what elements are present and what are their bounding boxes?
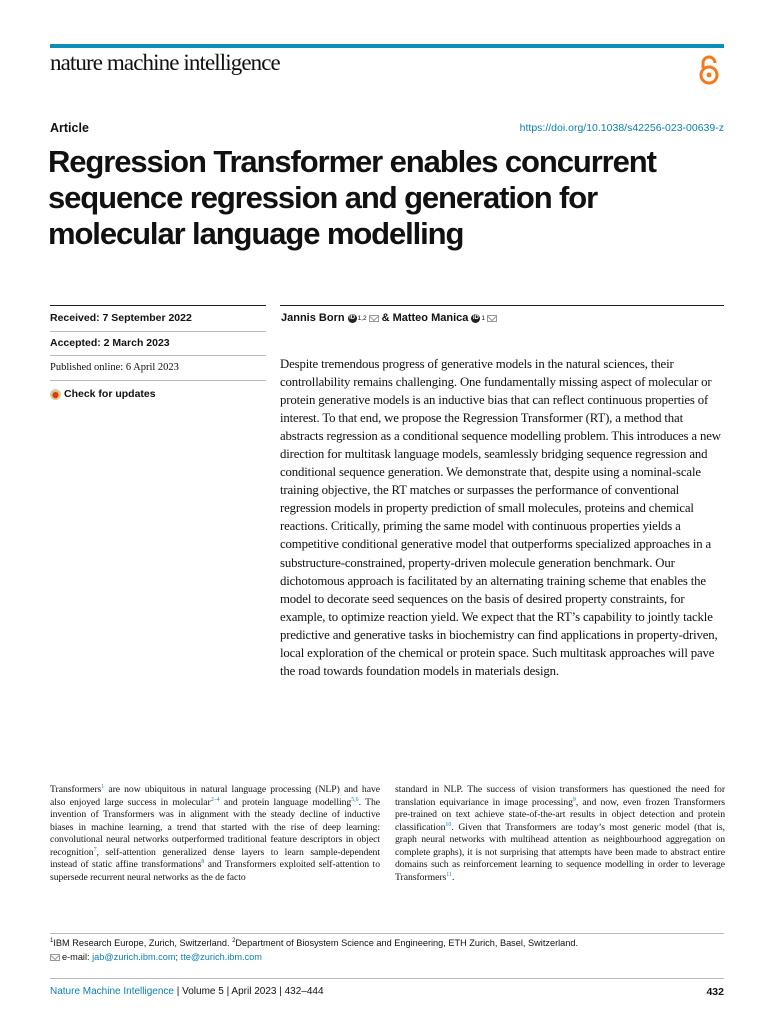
divider-meta-1 (50, 331, 266, 332)
email-footnote: e-mail: jab@zurich.ibm.com ; tte@zurich.ibm.com (50, 952, 262, 962)
divider-meta-2 (50, 355, 266, 356)
email-link[interactable]: jab@zurich.ibm.com (92, 952, 176, 962)
check-for-updates-button[interactable] (50, 388, 156, 400)
doi-link[interactable]: https://doi.org/10.1038/s42256-023-00639-z (519, 122, 724, 134)
accepted-date: Accepted: 2 March 2023 (50, 337, 170, 349)
email-icon[interactable] (487, 315, 497, 322)
author-separator: & (381, 312, 390, 324)
author-list (281, 312, 497, 324)
body-text: are now ubiquitous in natural language processing (NLP) and have also enjoyed large success in molecular (50, 784, 380, 808)
divider-meta-3 (50, 380, 266, 381)
author-name[interactable]: Jannis Born (281, 312, 345, 324)
body-text: . (451, 871, 455, 883)
divider-right (280, 305, 724, 306)
email-icon (50, 954, 60, 961)
body-column-left (50, 784, 380, 884)
author-name[interactable]: Matteo Manica (392, 312, 469, 324)
page-number: 432 (706, 986, 724, 998)
article-type-label: Article (50, 121, 89, 135)
footnote-divider (50, 933, 724, 934)
email-link[interactable]: tte@zurich.ibm.com (180, 952, 262, 962)
check-updates-label: Check for updates (64, 388, 156, 400)
journal-name: nature machine intelligence (50, 50, 280, 75)
header-accent-bar (50, 44, 724, 48)
body-text: , self-attention generalized dense layers to learn sample-dependent instead of static affine transformations (50, 846, 380, 871)
email-icon[interactable] (369, 315, 379, 322)
body-text: . The invention of Transformers was in alignment with the steady decline of inductive biases in machine learning, a trend that started with the rise of deep learning: convolutional neural networks outperformed traditional feature descriptors in object recognition (50, 796, 380, 858)
received-date: Received: 7 September 2022 (50, 312, 192, 324)
article-title: Regression Transformer enables concurrent sequence regression and generation for molecular language modelling (48, 144, 656, 251)
citation-ref[interactable]: 7 (93, 846, 97, 853)
affiliation-ref: 1 (481, 314, 485, 322)
divider-left (50, 305, 266, 306)
citation-ref[interactable]: 1 (101, 783, 105, 790)
affiliations: $^1$IBM Research Europe, Zurich, Switzerland. $^2$Department of Biosystem Science and Engineering, ETH Zurich, Basel, Switzerland. (50, 937, 579, 948)
footer-journal-link[interactable]: Nature Machine Intelligence (50, 986, 174, 997)
citation-ref[interactable]: 8 (201, 859, 205, 866)
body-text: standard in NLP. The success of vision transformers has questioned the need for translation equivariance in image processing (395, 784, 725, 808)
body-text: Transformers (50, 784, 102, 795)
open-access-icon (696, 54, 722, 86)
citation-ref[interactable]: 2–4 (210, 796, 220, 803)
body-text: , and now, even frozen Transformers pre-trained on text achieve state-of-the-art results in object detection and protein classification (395, 796, 725, 833)
body-text: . Given that Transformers are today’s most generic model (that is, graph neural networks with multihead attention as neighbourhood aggregation on complete graphs), it is not surprising that attempts have been made to abstract entire domains such as reinforcement learning to sequence modelling in order to leverage Transformers (395, 821, 725, 883)
citation-ref[interactable]: 11 (446, 871, 452, 878)
abstract: Despite tremendous progress of generative models in the natural sciences, their controllability remains challenging. One fundamentally missing aspect of molecular or protein generative models is an inductive bias that can reflect continuous properties of interest. To that end, we propose the Regression Transformer (RT), a method that abstracts regression as a conditional sequence modelling problem. This introduces a new direction for multitask language models, seamlessly bridging sequence regression and conditional sequence generation. We demonstrate that, despite using a nominal-scale training objective, the RT matches or surpasses the performance of conventional regression models in property prediction of small molecules, proteins and chemical reactions. Critically, priming the same model with continuous properties yields a competitive conditional generative model that outperforms specialized approaches in a substructure-constrained, property-driven molecule generation benchmark. Our dichotomous approach is facilitated by an alternating training scheme that enables the model to decorate seed sequences on the basis of desired property constraints, for example, to optimize reaction yield. We expect that the RT’s capability to jointly tackle predictive and generative tasks in biochemistry can find applications in property-driven, local exploration of the chemical or protein space. Such multitask approaches will pave the road towards foundation models in materials design. (280, 357, 721, 678)
body-text: and Transformers exploited self-attention to supersede recurrent neural networks as the de facto (50, 859, 380, 883)
check-updates-icon (50, 389, 61, 400)
body-text: and protein language modelling (219, 796, 352, 808)
citation-ref[interactable]: 9 (572, 796, 576, 803)
body-column-right (395, 784, 725, 884)
page-footer: Nature Machine Intelligence | Volume 5 | April 2023 | 432–444 (50, 986, 324, 997)
footer-divider (50, 978, 724, 979)
orcid-icon[interactable]: iD (472, 314, 479, 321)
citation-ref[interactable]: 10 (445, 821, 452, 828)
published-date: Published online: 6 April 2023 (50, 362, 179, 373)
affiliation-ref: 1,2 (357, 314, 367, 322)
citation-ref[interactable]: 5,6 (351, 796, 359, 803)
orcid-icon[interactable]: iD (349, 314, 356, 321)
